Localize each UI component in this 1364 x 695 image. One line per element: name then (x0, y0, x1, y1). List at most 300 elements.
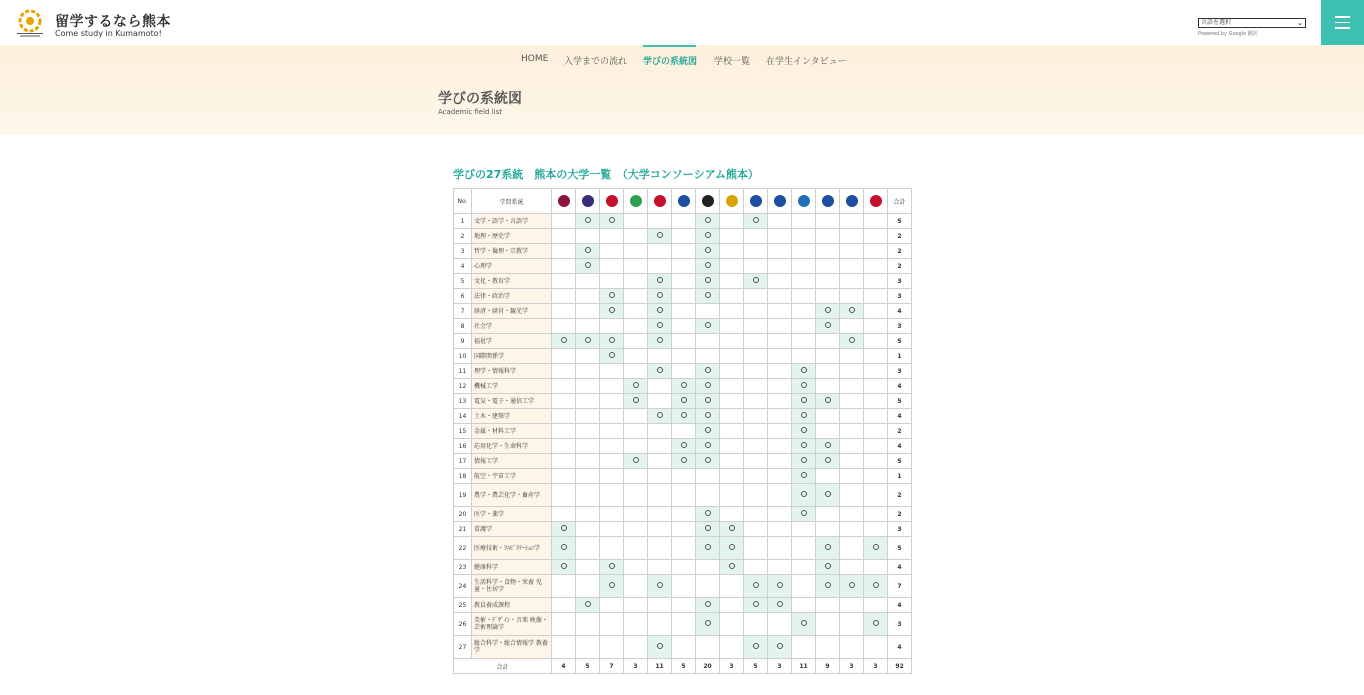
table-row (454, 214, 912, 229)
empty-cell (768, 507, 792, 522)
offered-cell (600, 214, 624, 229)
table-row (454, 560, 912, 575)
empty-cell (648, 394, 672, 409)
offered-cell (816, 575, 840, 598)
row-number: 25 (454, 598, 472, 613)
empty-cell (576, 409, 600, 424)
empty-cell (768, 334, 792, 349)
offered-cell (648, 229, 672, 244)
empty-cell (840, 259, 864, 274)
row-total: 1 (888, 349, 912, 364)
offered-mark-icon (801, 367, 807, 373)
empty-cell (576, 560, 600, 575)
row-total: 5 (888, 394, 912, 409)
empty-cell (576, 319, 600, 334)
offered-cell (816, 304, 840, 319)
offered-cell (768, 598, 792, 613)
offered-cell (624, 379, 648, 394)
empty-cell (600, 274, 624, 289)
empty-cell (624, 214, 648, 229)
offered-mark-icon (705, 442, 711, 448)
offered-cell (816, 394, 840, 409)
offered-cell (792, 364, 816, 379)
empty-cell (648, 349, 672, 364)
empty-cell (600, 484, 624, 507)
university-logo-icon[interactable] (726, 195, 738, 207)
row-number: 16 (454, 439, 472, 454)
field-name: 電気・電子・通信工学 (472, 394, 552, 409)
empty-cell (768, 289, 792, 304)
empty-cell (816, 364, 840, 379)
row-total: 4 (888, 598, 912, 613)
table-row (454, 379, 912, 394)
offered-mark-icon (633, 382, 639, 388)
empty-cell (696, 575, 720, 598)
offered-cell (672, 394, 696, 409)
col-header-university-3[interactable] (600, 189, 624, 214)
field-name: 地理・歴史学 (472, 229, 552, 244)
empty-cell (720, 304, 744, 319)
table-row (454, 507, 912, 522)
empty-cell (816, 289, 840, 304)
offered-cell (744, 598, 768, 613)
empty-cell (744, 334, 768, 349)
empty-cell (864, 244, 888, 259)
empty-cell (816, 598, 840, 613)
offered-mark-icon (609, 337, 615, 343)
empty-cell (672, 484, 696, 507)
nav-item-school-list[interactable]: 学校一覧 (714, 57, 751, 67)
offered-mark-icon (825, 307, 831, 313)
empty-cell (552, 469, 576, 484)
row-number: 8 (454, 319, 472, 334)
empty-cell (648, 522, 672, 537)
university-logo-icon[interactable] (630, 195, 642, 207)
offered-cell (792, 439, 816, 454)
offered-mark-icon (753, 601, 759, 607)
offered-cell (696, 379, 720, 394)
offered-mark-icon (849, 582, 855, 588)
offered-cell (816, 484, 840, 507)
col-header-university-12[interactable] (816, 189, 840, 214)
empty-cell (576, 454, 600, 469)
offered-cell (864, 537, 888, 560)
empty-cell (816, 379, 840, 394)
empty-cell (576, 537, 600, 560)
empty-cell (600, 364, 624, 379)
table-row (454, 469, 912, 484)
offered-mark-icon (801, 427, 807, 433)
offered-cell (648, 319, 672, 334)
offered-cell (576, 598, 600, 613)
column-total: 11 (792, 659, 816, 674)
offered-mark-icon (681, 442, 687, 448)
empty-cell (768, 560, 792, 575)
offered-mark-icon (705, 382, 711, 388)
hamburger-line (1335, 27, 1350, 29)
offered-cell (744, 636, 768, 659)
hamburger-menu-button[interactable] (1321, 0, 1364, 45)
empty-cell (648, 214, 672, 229)
row-total: 3 (888, 319, 912, 334)
brand-title[interactable]: 留学するなら熊本 (55, 14, 171, 30)
university-logo-icon[interactable] (582, 195, 594, 207)
col-header-university-7[interactable] (696, 189, 720, 214)
field-name: 機械工学 (472, 379, 552, 394)
empty-cell (600, 379, 624, 394)
empty-cell (552, 244, 576, 259)
row-number: 14 (454, 409, 472, 424)
empty-cell (864, 636, 888, 659)
empty-cell (792, 598, 816, 613)
empty-cell (840, 522, 864, 537)
col-header-university-13[interactable] (840, 189, 864, 214)
row-number: 23 (454, 560, 472, 575)
empty-cell (720, 439, 744, 454)
column-total: 3 (768, 659, 792, 674)
field-name: 心理学 (472, 259, 552, 274)
empty-cell (816, 349, 840, 364)
empty-cell (624, 439, 648, 454)
offered-mark-icon (681, 457, 687, 463)
empty-cell (720, 507, 744, 522)
row-number: 21 (454, 522, 472, 537)
col-header-university-5[interactable] (648, 189, 672, 214)
empty-cell (672, 259, 696, 274)
row-number: 9 (454, 334, 472, 349)
offered-cell (696, 522, 720, 537)
offered-mark-icon (873, 544, 879, 550)
empty-cell (720, 469, 744, 484)
offered-cell (696, 259, 720, 274)
offered-cell (624, 394, 648, 409)
column-total: 3 (720, 659, 744, 674)
offered-mark-icon (609, 217, 615, 223)
empty-cell (600, 537, 624, 560)
empty-cell (672, 364, 696, 379)
empty-cell (816, 409, 840, 424)
language-select[interactable] (1198, 18, 1306, 28)
offered-mark-icon (801, 397, 807, 403)
offered-mark-icon (609, 352, 615, 358)
empty-cell (624, 522, 648, 537)
university-logo-icon[interactable] (654, 195, 666, 207)
hamburger-line (1335, 22, 1350, 24)
empty-cell (576, 424, 600, 439)
field-name: 土木・建築学 (472, 409, 552, 424)
empty-cell (720, 394, 744, 409)
offered-cell (648, 636, 672, 659)
university-logo-icon[interactable] (774, 195, 786, 207)
offered-cell (600, 575, 624, 598)
row-number: 27 (454, 636, 472, 659)
offered-mark-icon (657, 643, 663, 649)
row-number: 17 (454, 454, 472, 469)
field-name: 法律・政治学 (472, 289, 552, 304)
nav-item-student-interview[interactable]: 在学生インタビュー (766, 57, 847, 67)
empty-cell (720, 274, 744, 289)
table-header-row (454, 189, 912, 214)
row-number: 26 (454, 613, 472, 636)
field-name: 情報工学 (472, 454, 552, 469)
empty-cell (624, 334, 648, 349)
col-header-university-11[interactable] (792, 189, 816, 214)
row-total: 3 (888, 274, 912, 289)
row-number: 19 (454, 484, 472, 507)
empty-cell (840, 394, 864, 409)
empty-cell (552, 214, 576, 229)
empty-cell (792, 575, 816, 598)
nav-item-academic-field[interactable]: 学びの系統図 (643, 57, 698, 67)
empty-cell (624, 304, 648, 319)
empty-cell (816, 522, 840, 537)
empty-cell (768, 214, 792, 229)
row-total: 5 (888, 214, 912, 229)
offered-cell (696, 289, 720, 304)
empty-cell (840, 484, 864, 507)
empty-cell (768, 409, 792, 424)
offered-cell (648, 274, 672, 289)
empty-cell (864, 379, 888, 394)
empty-cell (600, 522, 624, 537)
empty-cell (744, 394, 768, 409)
empty-cell (792, 259, 816, 274)
col-header-no: No. (454, 189, 472, 214)
empty-cell (816, 469, 840, 484)
row-total: 2 (888, 484, 912, 507)
empty-cell (768, 454, 792, 469)
offered-mark-icon (681, 397, 687, 403)
offered-mark-icon (849, 337, 855, 343)
empty-cell (576, 364, 600, 379)
empty-cell (600, 598, 624, 613)
empty-cell (792, 537, 816, 560)
offered-cell (552, 537, 576, 560)
row-number: 12 (454, 379, 472, 394)
empty-cell (744, 522, 768, 537)
consortium-logo-icon[interactable] (15, 8, 45, 38)
empty-cell (840, 244, 864, 259)
table-row (454, 598, 912, 613)
empty-cell (624, 560, 648, 575)
row-total: 5 (888, 454, 912, 469)
university-logo-icon[interactable] (870, 195, 882, 207)
university-logo-icon[interactable] (702, 195, 714, 207)
offered-cell (720, 537, 744, 560)
empty-cell (840, 560, 864, 575)
empty-cell (552, 394, 576, 409)
offered-cell (696, 439, 720, 454)
empty-cell (768, 537, 792, 560)
empty-cell (744, 319, 768, 334)
row-total: 5 (888, 334, 912, 349)
offered-mark-icon (777, 582, 783, 588)
university-logo-icon[interactable] (750, 195, 762, 207)
row-number: 22 (454, 537, 472, 560)
offered-mark-icon (633, 457, 639, 463)
empty-cell (648, 259, 672, 274)
offered-cell (600, 304, 624, 319)
offered-mark-icon (657, 412, 663, 418)
empty-cell (792, 560, 816, 575)
empty-cell (816, 613, 840, 636)
offered-mark-icon (705, 232, 711, 238)
empty-cell (720, 334, 744, 349)
offered-cell (696, 229, 720, 244)
field-name: 航空・宇宙工学 (472, 469, 552, 484)
offered-cell (816, 439, 840, 454)
empty-cell (648, 613, 672, 636)
university-logo-icon[interactable] (678, 195, 690, 207)
table-row (454, 454, 912, 469)
empty-cell (720, 409, 744, 424)
field-name: 看護学 (472, 522, 552, 537)
empty-cell (768, 439, 792, 454)
offered-mark-icon (777, 601, 783, 607)
offered-mark-icon (705, 427, 711, 433)
offered-mark-icon (585, 337, 591, 343)
offered-mark-icon (585, 247, 591, 253)
field-name: 文学・語学・言語学 (472, 214, 552, 229)
empty-cell (576, 379, 600, 394)
empty-cell (720, 244, 744, 259)
empty-cell (768, 259, 792, 274)
offered-cell (720, 560, 744, 575)
empty-cell (672, 319, 696, 334)
offered-cell (696, 214, 720, 229)
col-header-university-2[interactable] (576, 189, 600, 214)
col-header-university-8[interactable] (720, 189, 744, 214)
offered-cell (768, 636, 792, 659)
offered-mark-icon (585, 217, 591, 223)
offered-mark-icon (705, 412, 711, 418)
offered-mark-icon (561, 525, 567, 531)
offered-mark-icon (729, 525, 735, 531)
column-total: 3 (624, 659, 648, 674)
offered-mark-icon (825, 322, 831, 328)
col-header-university-9[interactable] (744, 189, 768, 214)
offered-cell (696, 274, 720, 289)
row-total: 4 (888, 304, 912, 319)
empty-cell (672, 349, 696, 364)
offered-cell (816, 319, 840, 334)
university-logo-icon[interactable] (558, 195, 570, 207)
empty-cell (744, 424, 768, 439)
col-header-university-14[interactable] (864, 189, 888, 214)
university-logo-icon[interactable] (606, 195, 618, 207)
empty-cell (600, 424, 624, 439)
university-logo-icon[interactable] (798, 195, 810, 207)
empty-cell (552, 379, 576, 394)
offered-mark-icon (705, 292, 711, 298)
nav-item-home[interactable]: HOME (521, 54, 549, 64)
offered-cell (696, 244, 720, 259)
empty-cell (744, 304, 768, 319)
offered-mark-icon (873, 620, 879, 626)
university-logo-icon[interactable] (822, 195, 834, 207)
col-header-field: 学問系統 (472, 189, 552, 214)
empty-cell (792, 319, 816, 334)
offered-mark-icon (705, 601, 711, 607)
field-name: 医学・薬学 (472, 507, 552, 522)
offered-mark-icon (801, 442, 807, 448)
empty-cell (552, 454, 576, 469)
offered-mark-icon (849, 307, 855, 313)
offered-mark-icon (681, 382, 687, 388)
empty-cell (624, 364, 648, 379)
empty-cell (600, 244, 624, 259)
empty-cell (672, 537, 696, 560)
empty-cell (720, 349, 744, 364)
col-header-university-1[interactable] (552, 189, 576, 214)
table-row (454, 229, 912, 244)
row-number: 2 (454, 229, 472, 244)
col-header-university-6[interactable] (672, 189, 696, 214)
empty-cell (576, 439, 600, 454)
col-header-university-10[interactable] (768, 189, 792, 214)
offered-cell (672, 454, 696, 469)
row-total: 2 (888, 259, 912, 274)
page-banner (0, 45, 1364, 135)
empty-cell (696, 636, 720, 659)
empty-cell (624, 484, 648, 507)
empty-cell (624, 409, 648, 424)
empty-cell (672, 334, 696, 349)
empty-cell (648, 379, 672, 394)
offered-cell (696, 409, 720, 424)
table-row (454, 364, 912, 379)
offered-mark-icon (705, 262, 711, 268)
offered-cell (600, 334, 624, 349)
page-subtitle: Academic field list (438, 108, 503, 116)
col-header-university-4[interactable] (624, 189, 648, 214)
offered-mark-icon (585, 262, 591, 268)
totals-row (454, 659, 912, 674)
offered-cell (720, 522, 744, 537)
empty-cell (720, 319, 744, 334)
offered-mark-icon (825, 397, 831, 403)
row-total: 4 (888, 439, 912, 454)
table-row (454, 613, 912, 636)
offered-cell (648, 409, 672, 424)
offered-cell (696, 319, 720, 334)
empty-cell (672, 424, 696, 439)
offered-mark-icon (825, 582, 831, 588)
empty-cell (816, 244, 840, 259)
university-logo-icon[interactable] (846, 195, 858, 207)
row-number: 18 (454, 469, 472, 484)
empty-cell (720, 575, 744, 598)
table-row (454, 537, 912, 560)
empty-cell (768, 364, 792, 379)
offered-mark-icon (729, 544, 735, 550)
row-number: 13 (454, 394, 472, 409)
empty-cell (864, 560, 888, 575)
empty-cell (696, 304, 720, 319)
offered-mark-icon (729, 563, 735, 569)
empty-cell (624, 598, 648, 613)
nav-item-admission-flow[interactable]: 入学までの流れ (564, 57, 628, 67)
empty-cell (792, 244, 816, 259)
offered-cell (648, 575, 672, 598)
field-name: 哲学・倫理・宗教学 (472, 244, 552, 259)
empty-cell (600, 409, 624, 424)
offered-mark-icon (753, 277, 759, 283)
offered-cell (744, 274, 768, 289)
empty-cell (552, 484, 576, 507)
offered-mark-icon (657, 307, 663, 313)
empty-cell (576, 469, 600, 484)
